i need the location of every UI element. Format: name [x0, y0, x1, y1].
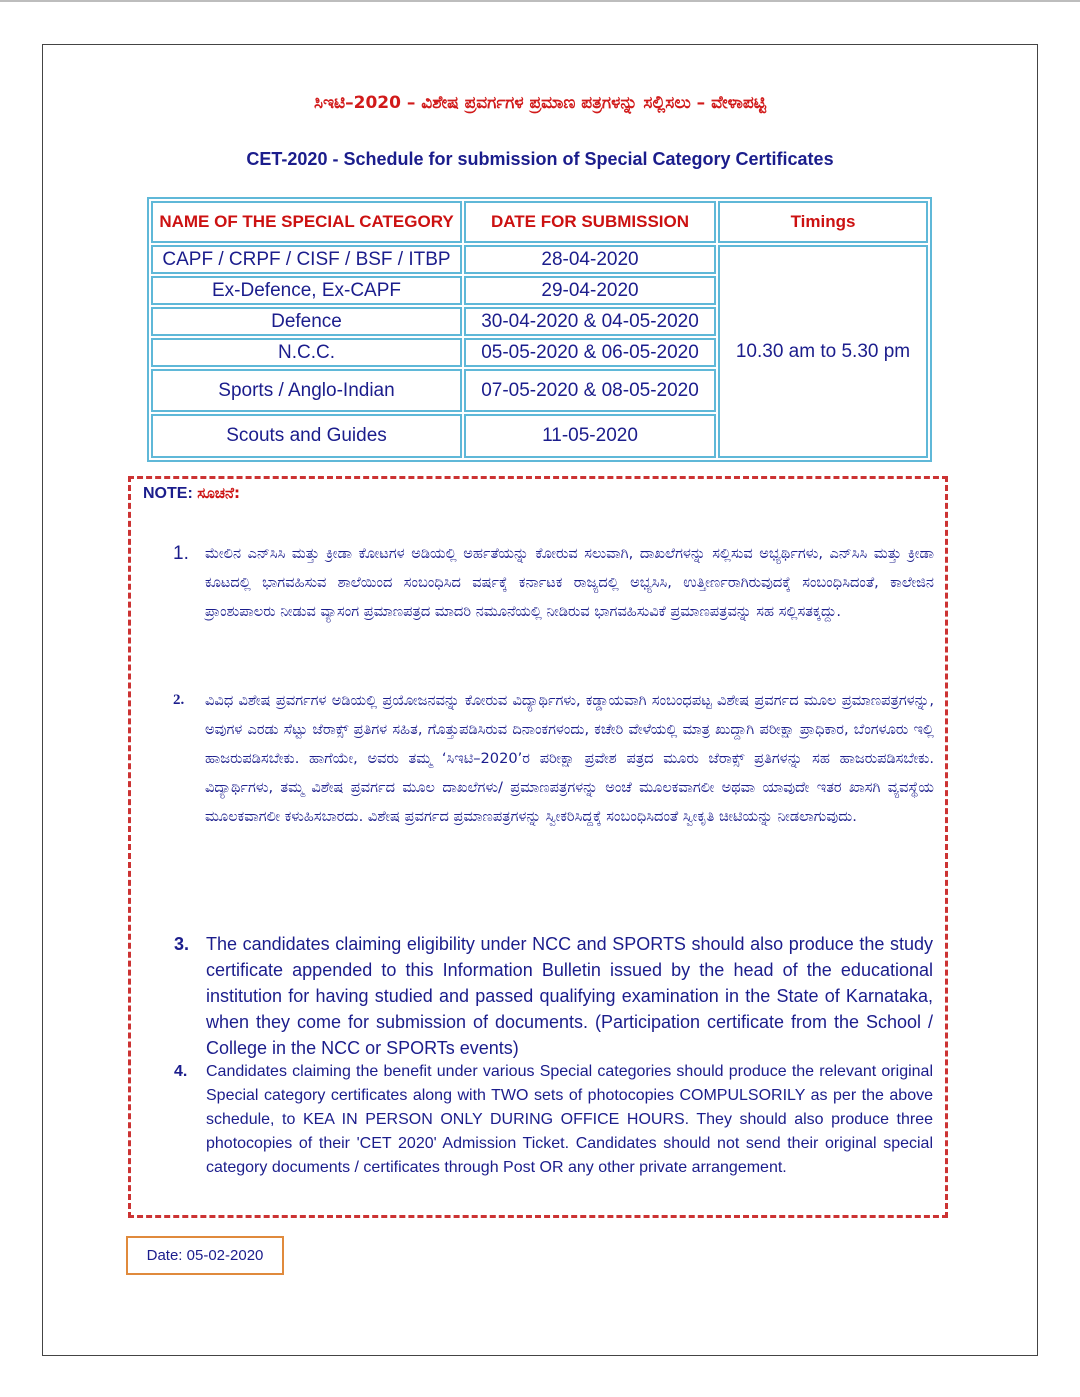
category-cell: Defence — [151, 307, 462, 336]
note-item-number: 3. — [174, 934, 190, 954]
timing-cell: 10.30 am to 5.30 pm — [718, 245, 928, 458]
note-item-text: Candidates claiming the benefit under various Special categories should produce the relevant original Special category certificates along with TWO sets of photocopies COMPULSORILY as per the above schedule, to KEA IN PERSON ONLY DURING OFFICE HOURS. They should also produce three photocopies of their 'CET 2020' Admission Ticket. Candidates should not send their original special category documents / certificates through Post OR any other private arrangement. — [206, 1063, 933, 1176]
note-item-number: 4. — [174, 1063, 188, 1080]
page-title: CET-2020 - Schedule for submission of Special Category Certificates — [246, 149, 834, 169]
table-row — [151, 245, 928, 274]
note-label-kannada: ಸೂಚನೆ: — [197, 484, 240, 502]
schedule-table — [147, 197, 932, 462]
date-cell: 30-04-2020 & 04-05-2020 — [464, 307, 716, 336]
date-cell: 11-05-2020 — [464, 414, 716, 458]
category-cell: Ex-Defence, Ex-CAPF — [151, 276, 462, 305]
note-item-2 — [173, 686, 934, 831]
note-item-3 — [174, 931, 933, 1061]
table-header-row — [151, 201, 928, 243]
date-cell: 07-05-2020 & 08-05-2020 — [464, 369, 716, 412]
page-title-kannada: ಸಿಇಟಿ–2020 – ವಿಶೇಷ ಪ್ರವರ್ಗಗಳ ಪ್ರಮಾಣ ಪತ್ರಗಳನ್ನು ಸಲ್ಲಿಸಲು – ವೇಳಾಪಟ್ಟಿ — [313, 93, 767, 113]
note-item-4 — [174, 1060, 933, 1180]
note-item-number: 2. — [173, 692, 185, 708]
column-header-category: NAME OF THE SPECIAL CATEGORY — [151, 201, 462, 243]
note-item-text: ಮೇಲಿನ ಎನ್‌ಸಿಸಿ ಮತ್ತು ಕ್ರೀಡಾ ಕೋಟಗಳ ಅಡಿಯಲ್ಲಿ ಅರ್ಹತೆಯನ್ನು ಕೋರುವ ಸಲುವಾಗಿ, ದಾಖಲೆಗಳನ್ನು ಸಲ್ಲಿಸುವ ಅಭ್ಯರ್ಥಿಗಳು, ಎನ್‌ಸಿಸಿ ಮತ್ತು ಕ್ರೀಡಾ ಕೂಟದಲ್ಲಿ ಭಾಗವಹಿಸುವ ಶಾಲೆಯಿಂದ ಸಂಬಂಧಿಸಿದ ವರ್ಷಕ್ಕೆ ಕರ್ನಾಟಕ ರಾಜ್ಯದಲ್ಲಿ ಅಭ್ಯಸಿಸಿ, ಉತ್ತೀರ್ಣರಾಗಿರುವುದಕ್ಕೆ ಸಂಬಂಧಿಸಿದಂತೆ, ಕಾಲೇಜಿನ ಪ್ರಾಂಶುಪಾಲರು ನೀಡುವ ವ್ಯಾಸಂಗ ಪ್ರಮಾಣಪತ್ರದ ಮಾದರಿ ನಮೂನೆಯಲ್ಲಿ ನೀಡಿರುವ ಭಾಗವಹಿಸುವಿಕೆ ಪ್ರಮಾಣಪತ್ರವನ್ನು ಸಹ ಸಲ್ಲಿಸತಕ್ಕದ್ದು. — [205, 545, 934, 620]
note-item-number: 1. — [173, 543, 189, 564]
column-header-timings: Timings — [718, 201, 928, 243]
note-label: NOTE: — [143, 485, 193, 502]
category-cell: CAPF / CRPF / CISF / BSF / ITBP — [151, 245, 462, 274]
date-label: Date: 05-02-2020 — [126, 1236, 284, 1275]
category-cell: N.C.C. — [151, 338, 462, 367]
category-cell: Sports / Anglo-Indian — [151, 369, 462, 412]
date-cell: 28-04-2020 — [464, 245, 716, 274]
column-header-date: DATE FOR SUBMISSION — [464, 201, 716, 243]
note-heading — [143, 484, 240, 503]
note-item-1 — [173, 539, 934, 626]
date-cell: 29-04-2020 — [464, 276, 716, 305]
category-cell: Scouts and Guides — [151, 414, 462, 458]
note-item-text: The candidates claiming eligibility under NCC and SPORTS should also produce the study certificate appended to this Information Bulletin issued by the head of the educational institution for having studied and passed qualifying examination in the State of Karnataka, when they come for submission of documents. (Participation certificate from the School / College in the NCC or SPORTs events) — [206, 934, 933, 1058]
note-item-text: ವಿವಿಧ ವಿಶೇಷ ಪ್ರವರ್ಗಗಳ ಅಡಿಯಲ್ಲಿ ಪ್ರಯೋಜನವನ್ನು ಕೋರುವ ವಿದ್ಯಾರ್ಥಿಗಳು, ಕಡ್ಡಾಯವಾಗಿ ಸಂಬಂಧಪಟ್ಟ ವಿಶೇಷ ಪ್ರವರ್ಗದ ಮೂಲ ಪ್ರಮಾಣಪತ್ರಗಳನ್ನು, ಅವುಗಳ ಎರಡು ಸೆಟ್ಟು ಜೆರಾಕ್ಸ್ ಪ್ರತಿಗಳ ಸಹಿತ, ಗೊತ್ತುಪಡಿಸಿರುವ ದಿನಾಂಕಗಳಂದು, ಕಚೇರಿ ವೇಳೆಯಲ್ಲಿ ಮಾತ್ರ ಖುದ್ದಾಗಿ ಪರೀಕ್ಷಾ ಪ್ರಾಧಿಕಾರ, ಬೆಂಗಳೂರು ಇಲ್ಲಿ ಹಾಜರುಪಡಿಸಬೇಕು. ಹಾಗೆಯೇ, ಅವರು ತಮ್ಮ ‘ಸಿಇಟಿ–2020’ರ ಪರೀಕ್ಷಾ ಪ್ರವೇಶ ಪತ್ರದ ಮೂರು ಜೆರಾಕ್ಸ್ ಪ್ರತಿಗಳನ್ನು ಸಹ ಹಾಜರುಪಡಿಸಬೇಕು. ವಿದ್ಯಾರ್ಥಿಗಳು, ತಮ್ಮ ವಿಶೇಷ ಪ್ರವರ್ಗದ ಮೂಲ ದಾಖಲೆಗಳು/ ಪ್ರಮಾಣಪತ್ರಗಳನ್ನು ಅಂಚೆ ಮೂಲಕವಾಗಲೀ ಅಥವಾ ಯಾವುದೇ ಇತರ ಖಾಸಗಿ ವ್ಯವಸ್ಥೆಯ ಮೂಲಕವಾಗಲೀ ಕಳುಹಿಸಬಾರದು. ವಿಶೇಷ ಪ್ರವರ್ಗದ ಪ್ರಮಾಣಪತ್ರಗಳನ್ನು ಸ್ವೀಕರಿಸಿದ್ದಕ್ಕೆ ಸಂಬಂಧಿಸಿದಂತೆ ಸ್ವೀಕೃತಿ ಚೀಟಿಯನ್ನು ನೀಡಲಾಗುವುದು. — [205, 692, 934, 825]
top-divider — [0, 0, 1080, 2]
date-cell: 05-05-2020 & 06-05-2020 — [464, 338, 716, 367]
